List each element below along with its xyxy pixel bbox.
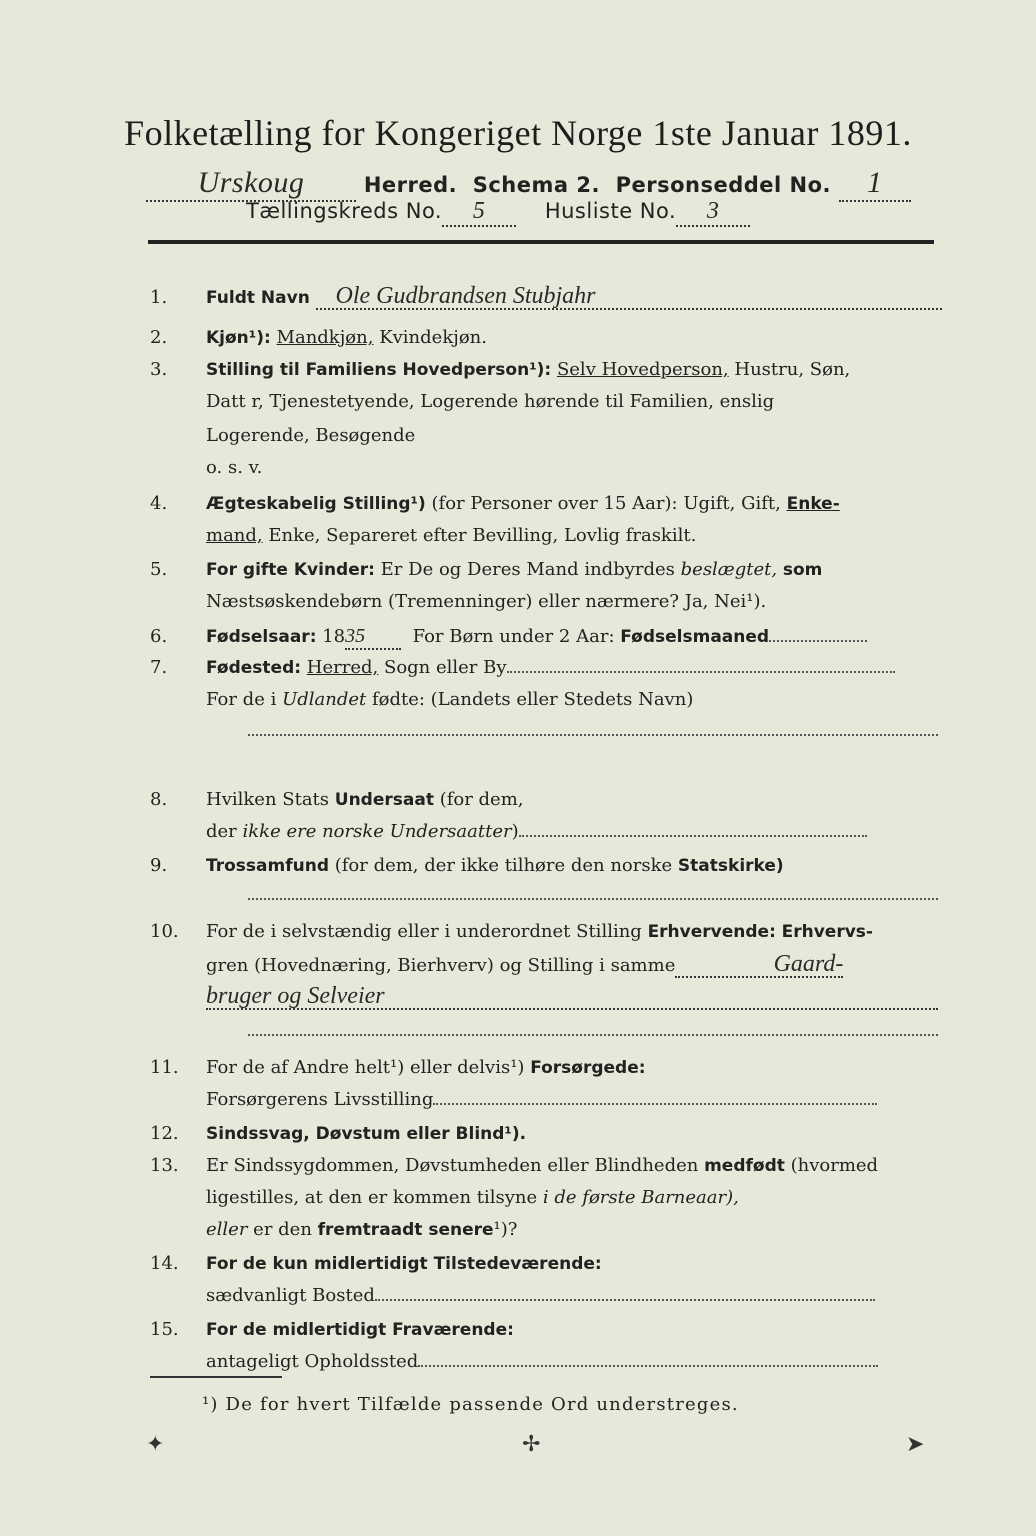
text: antageligt Opholdssted <box>206 1351 419 1372</box>
field-number: 10. <box>150 921 179 942</box>
field-number: 3. <box>150 359 168 380</box>
text: Er Sindssygdommen, Døvstumheden eller Blindheden <box>206 1155 699 1176</box>
field-label: Fødested: <box>206 658 302 678</box>
footnote: ¹) De for hvert Tilfælde passende Ord understreges. <box>202 1394 739 1415</box>
kreds-line <box>246 198 750 227</box>
field-label: Erhvervende: <box>647 922 776 942</box>
occupation-value-1: Gaard- <box>675 952 843 978</box>
field-label: Trossamfund <box>206 856 329 876</box>
birth-month-fill <box>769 628 867 642</box>
field-number: 12. <box>150 1123 179 1144</box>
registration-mark-right-icon: ➤ <box>906 1432 925 1457</box>
field-number: 13. <box>150 1155 179 1176</box>
field-1 <box>150 284 940 310</box>
kreds-number: 5 <box>442 198 516 227</box>
field-9 <box>150 854 940 878</box>
schema-label: Schema 2. <box>472 173 600 197</box>
birthplace-fill <box>507 659 895 673</box>
text: fødte: (Landets eller Stedets Navn) <box>371 689 694 710</box>
field-6-text: For Børn under 2 Aar: <box>412 626 615 647</box>
field-3 <box>150 358 940 382</box>
field-15-line-2 <box>206 1350 940 1374</box>
text: ¹)? <box>493 1219 518 1240</box>
field-label: Fuldt Navn <box>206 288 310 308</box>
field-number: 11. <box>150 1057 179 1078</box>
herred-line <box>146 166 911 202</box>
field-number: 14. <box>150 1253 179 1274</box>
registration-mark-center-icon: ✢ <box>522 1432 541 1457</box>
text: For de i <box>206 689 277 710</box>
marital-option-selected: Enke- <box>786 494 840 514</box>
field-number: 4. <box>150 493 168 514</box>
field-7-line-2 <box>206 688 940 712</box>
text: ligestilles, at den er kommen tilsyne <box>206 1187 538 1208</box>
position-options: Hustru, Søn, <box>734 359 851 380</box>
gender-option-selected: Mandkjøn, <box>276 327 374 348</box>
field-5-text: Er De og Deres Mand indbyrdes <box>380 559 675 580</box>
field-3-line-2: Datt r, Tjenestetyende, Logerende hørende til Familien, enslig <box>206 391 775 412</box>
text-italic: i de første Barneaar), <box>542 1187 739 1208</box>
text-italic: Udlandet <box>282 689 367 710</box>
field-6 <box>150 624 940 650</box>
herred-name: Urskoug <box>146 166 356 202</box>
field-3-line-3: Logerende, Besøgende <box>206 425 416 446</box>
residence-fill <box>375 1287 875 1301</box>
birthplace-option-selected: Herred, <box>306 657 379 678</box>
field-number: 2. <box>150 327 168 348</box>
field-number: 7. <box>150 657 168 678</box>
field-10-fill-line <box>248 1034 938 1036</box>
text: (for dem, <box>439 789 524 810</box>
field-4-line-2 <box>206 524 940 548</box>
field-label: For de kun midlertidigt Tilstedeværende: <box>206 1254 602 1274</box>
marital-option-selected-cont: mand, <box>206 525 263 546</box>
birth-month-label: Fødselsmaaned <box>620 627 770 647</box>
field-number: 1. <box>150 287 168 308</box>
nationality-fill <box>519 823 867 837</box>
husliste-label: Husliste No. <box>544 199 677 223</box>
text: Hvilken Stats <box>206 789 330 810</box>
text: der <box>206 821 237 842</box>
text: sædvanligt Bosted <box>206 1285 375 1306</box>
field-15 <box>150 1318 940 1342</box>
text: Forsørgerens Livsstilling <box>206 1089 434 1110</box>
field-10-line-3 <box>206 984 940 1010</box>
field-10-line-2 <box>206 952 940 978</box>
field-14 <box>150 1252 940 1276</box>
field-5-som: som <box>782 560 823 580</box>
field-5-italic: beslægtet, <box>680 559 778 580</box>
field-label: Fødselsaar: <box>206 627 317 647</box>
field-13-line-2 <box>206 1186 940 1210</box>
field-4 <box>150 492 940 516</box>
field-number: 15. <box>150 1319 179 1340</box>
field-5-line-2: Næstsøskendebørn (Tremenninger) eller nærmere? Ja, Nei¹). <box>206 591 767 612</box>
field-2 <box>150 326 940 350</box>
field-7-fill-line <box>248 734 938 736</box>
gender-option: Kvindekjøn. <box>379 327 487 348</box>
occupation-value-2: bruger og Selveier <box>206 984 938 1010</box>
field-11 <box>150 1056 940 1080</box>
text: er den <box>253 1219 312 1240</box>
field-3-line-4: o. s. v. <box>206 457 263 478</box>
field-13 <box>150 1154 940 1178</box>
full-name-value: Ole Gudbrandsen Stubjahr <box>316 284 942 310</box>
text-bold: Erhvervs- <box>781 922 873 942</box>
field-14-line-2 <box>206 1284 940 1308</box>
field-7 <box>150 656 940 680</box>
text-bold: fremtraadt senere <box>317 1220 494 1240</box>
text: For de af Andre helt¹) eller delvis¹) <box>206 1057 525 1078</box>
field-number: 9. <box>150 855 168 876</box>
stay-place-fill <box>418 1353 878 1367</box>
provider-fill <box>433 1091 877 1105</box>
personseddel-label: Personseddel No. <box>615 173 831 197</box>
field-label: For gifte Kvinder: <box>206 560 375 580</box>
field-label: Sindssvag, Døvstum eller Blind¹). <box>206 1124 527 1144</box>
field-label: medfødt <box>704 1156 785 1176</box>
field-label: Undersaat <box>334 790 434 810</box>
personseddel-number: 1 <box>839 166 911 202</box>
field-label: For de midlertidigt Fraværende: <box>206 1320 514 1340</box>
text-bold: Statskirke) <box>677 856 784 876</box>
text: (for dem, der ikke tilhøre den norske <box>334 855 673 876</box>
birth-year-value: 35 <box>345 624 401 650</box>
field-label: Ægteskabelig Stilling¹) <box>206 494 426 514</box>
field-9-fill-line <box>248 898 938 900</box>
field-8 <box>150 788 940 812</box>
field-number: 8. <box>150 789 168 810</box>
field-label: Kjøn¹): <box>206 328 271 348</box>
field-number: 6. <box>150 626 168 647</box>
birth-year-prefix: 18 <box>322 626 346 647</box>
kreds-label: Tællingskreds No. <box>246 199 443 223</box>
registration-mark-left-icon: ✦ <box>146 1432 165 1457</box>
text: gren (Hovednæring, Bierhverv) og Stilling i samme <box>206 955 676 976</box>
field-label: Forsørgede: <box>530 1058 646 1078</box>
herred-label: Herred. <box>363 173 458 197</box>
field-13-line-3 <box>206 1218 940 1242</box>
field-number: 5. <box>150 559 168 580</box>
birthplace-options: Sogn eller By <box>383 657 507 678</box>
header-rule <box>148 240 934 244</box>
footnote-rule <box>150 1376 282 1378</box>
field-10 <box>150 920 940 944</box>
field-label: Stilling til Familiens Hovedperson¹): <box>206 360 552 380</box>
text-italic: ikke ere norske Undersaatter <box>242 821 512 842</box>
field-5 <box>150 558 940 582</box>
text: (hvormed <box>790 1155 879 1176</box>
text-italic: eller <box>206 1219 248 1240</box>
field-12 <box>150 1122 940 1146</box>
field-11-line-2 <box>206 1088 940 1112</box>
field-8-line-2: der ikke ere norske Undersaatter) <box>206 820 940 844</box>
marital-options-2: Enke, Separeret efter Bevilling, Lovlig fraskilt. <box>268 525 697 546</box>
text: For de i selvstændig eller i underordnet Stilling <box>206 921 642 942</box>
husliste-number: 3 <box>676 198 750 227</box>
position-option-selected: Selv Hovedperson, <box>556 359 729 380</box>
marital-options: (for Personer over 15 Aar): Ugift, Gift, <box>431 493 781 514</box>
form-title: Folketælling for Kongeriget Norge 1ste Januar 1891. <box>124 113 912 153</box>
